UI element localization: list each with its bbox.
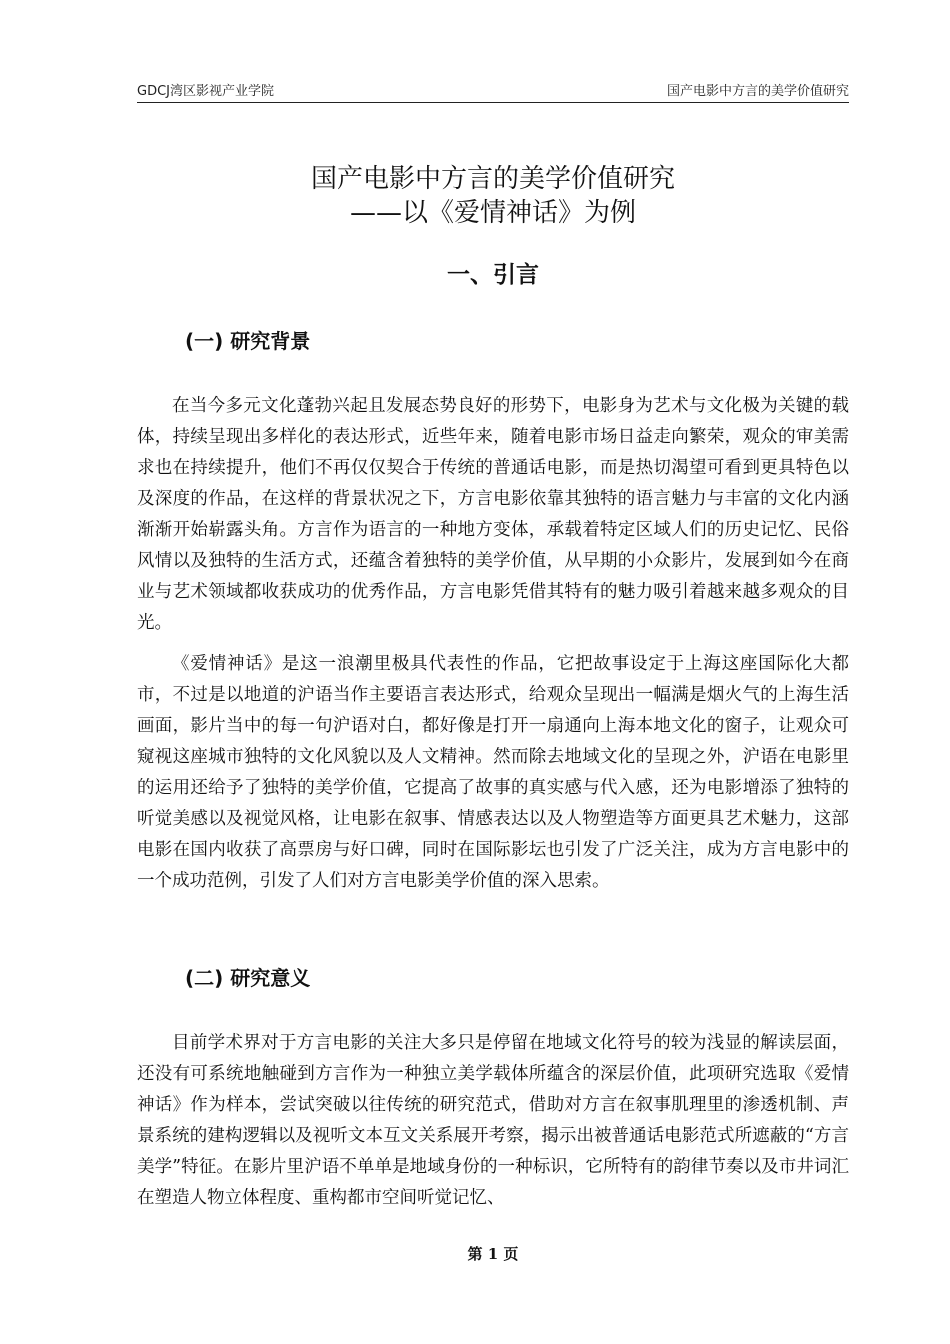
header-divider <box>137 102 849 103</box>
page-header-left: GDCJ湾区影视产业学院 <box>137 84 274 99</box>
paragraph-background-1: 在当今多元文化蓬勃兴起且发展态势良好的形势下，电影身为艺术与文化极为关键的载体，持续呈现出多样化的表达形式，近些年来，随着电影市场日益走向繁荣，观众的审美需求也在持续提升，他们不再仅仅契合于传统的普通话电影，而是热切渴望可看到更具特色以及深度的作品，在这样的背景状况之下，方言电影依靠其独特的语言魅力与丰富的文化内涵渐渐开始崭露头角。方言作为语言的一种地方变体，承载着特定区域人们的历史记忆、民俗风情以及独特的生活方式，还蕴含着独特的美学价值，从早期的小众影片，发展到如今在商业与艺术领域都收获成功的优秀作品，方言电影凭借其特有的魅力吸引着越来越多观众的目光。 <box>137 396 849 633</box>
section-heading-introduction: 一、引言 <box>447 262 539 288</box>
page-number: 第 1 页 <box>467 1245 519 1263</box>
subsection-heading-background: (一) 研究背景 <box>185 329 311 353</box>
paragraph-background-2: 《爱情神话》是这一浪潮里极具代表性的作品，它把故事设定于上海这座国际化大都市，不过是以地道的沪语当作主要语言表达形式，给观众呈现出一幅满是烟火气的上海生活画面，影片当中的每一句沪语对白，都好像是打开一扇通向上海本地文化的窗子，让观众可窥视这座城市独特的文化风貌以及人文精神。然而除去地域文化的呈现之外，沪语在电影里的运用还给予了独特的美学价值，它提高了故事的真实感与代入感，还为电影增添了独特的听觉美感以及视觉风格，让电影在叙事、情感表达以及人物塑造等方面更具艺术魅力，这部电影在国内收获了高票房与好口碑，同时在国际影坛也引发了广泛关注，成为方言电影中的一个成功范例，引发了人们对方言电影美学价值的深入思索。 <box>137 654 849 891</box>
page-header-right: 国产电影中方言的美学价值研究 <box>666 84 849 99</box>
subsection-heading-significance: (二) 研究意义 <box>185 966 311 990</box>
document-title: 国产电影中方言的美学价值研究 <box>310 164 675 194</box>
document-subtitle: ——以《爱情神话》为例 <box>349 198 636 228</box>
paragraph-significance-1: 目前学术界对于方言电影的关注大多只是停留在地域文化符号的较为浅显的解读层面，还没有可系统地触碰到方言作为一种独立美学载体所蕴含的深层价值，此项研究选取《爱情神话》作为样本，尝试突破以往传统的研究范式，借助对方言在叙事肌理里的渗透机制、声景系统的建构逻辑以及视听文本互文关系展开考察，揭示出被普通话电影范式所遮蔽的“方言美学”特征。在影片里沪语不单单是地域身份的一种标识，它所特有的韵律节奏以及市井词汇在塑造人物立体程度、重构都市空间听觉记忆、 <box>137 1033 849 1208</box>
